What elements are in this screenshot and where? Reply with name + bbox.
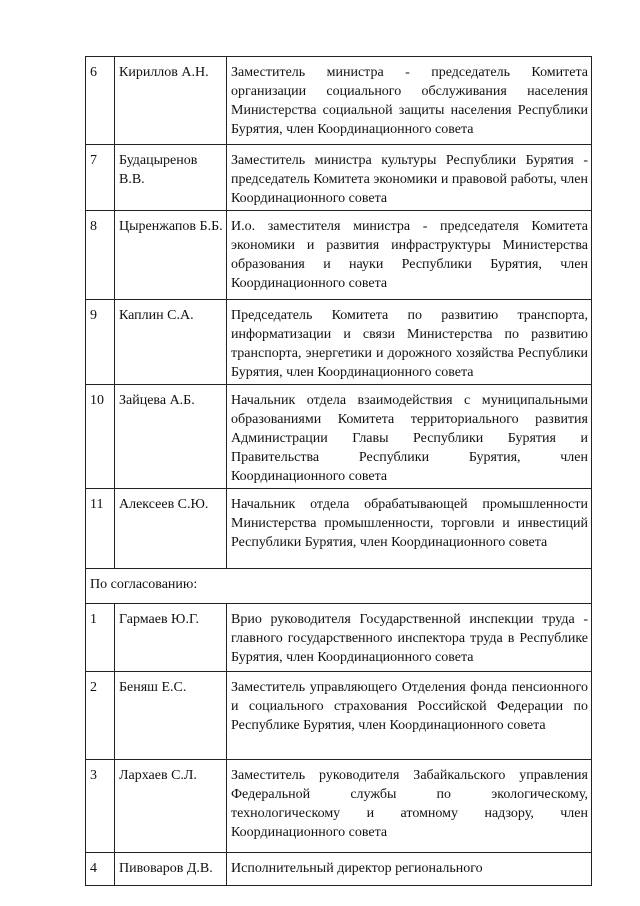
member-name: Зайцева А.Б. [115,385,227,489]
row-number: 7 [86,145,115,211]
member-position: Заместитель министра культуры Республики Бурятия - председатель Комитета экономики и правовой работы, член Координационного совета [227,145,592,211]
member-position: Заместитель управляющего Отделения фонда пенсионного и социального страхования Российской Федерации по Республике Бурятия, член Координационного совета [227,672,592,760]
member-position: Начальник отдела обрабатывающей промышленности Министерства промышленности, торговли и инвестиций Республики Бурятия, член Координационного совета [227,489,592,569]
row-number: 2 [86,672,115,760]
member-name: Лархаев С.Л. [115,760,227,853]
member-name: Будацыренов В.В. [115,145,227,211]
table-row [86,57,592,145]
row-number: 3 [86,760,115,853]
member-position: И.о. заместителя министра - председателя Комитета экономики и развития инфраструктуры Министерства образования и науки Республики Бурятия, член Координационного совета [227,211,592,300]
member-position: Заместитель руководителя Забайкальского управления Федеральной службы по экологическому, технологическому и атомному надзору, член Координационного совета [227,760,592,853]
row-number: 8 [86,211,115,300]
table-row [86,604,592,672]
table-row [86,145,592,211]
member-name: Пивоваров Д.В. [115,853,227,886]
council-members-table [85,56,592,886]
member-name: Беняш Е.С. [115,672,227,760]
table-row [86,211,592,300]
row-number: 10 [86,385,115,489]
row-number: 6 [86,57,115,145]
member-name: Каплин С.А. [115,300,227,385]
member-name: Алексеев С.Ю. [115,489,227,569]
member-position: Исполнительный директор регионального [227,853,592,886]
row-number: 11 [86,489,115,569]
member-position: Врио руководителя Государственной инспекции труда - главного государственного инспектора труда в Республике Бурятия, член Координационного совета [227,604,592,672]
member-name: Кириллов А.Н. [115,57,227,145]
section-row [86,569,592,604]
table-row [86,760,592,853]
row-number: 1 [86,604,115,672]
member-position: Председатель Комитета по развитию транспорта, информатизации и связи Министерства по развитию транспорта, энергетики и дорожного хозяйства Республики Бурятия, член Координационного совета [227,300,592,385]
table-row [86,385,592,489]
row-number: 9 [86,300,115,385]
table-row [86,672,592,760]
table-row [86,300,592,385]
table-row [86,853,592,886]
member-name: Гармаев Ю.Г. [115,604,227,672]
member-name: Цыренжапов Б.Б. [115,211,227,300]
row-number: 4 [86,853,115,886]
member-position: Начальник отдела взаимодействия с муниципальными образованиями Комитета территориального развития Администрации Главы Республики Бурятия и Правительства Республики Бурятия, член Координационного совета [227,385,592,489]
member-position: Заместитель министра - председатель Комитета организации социального обслуживания населения Министерства социальной защиты населения Республики Бурятия, член Координационного совета [227,57,592,145]
table-row [86,489,592,569]
section-label: По согласованию: [86,569,592,604]
